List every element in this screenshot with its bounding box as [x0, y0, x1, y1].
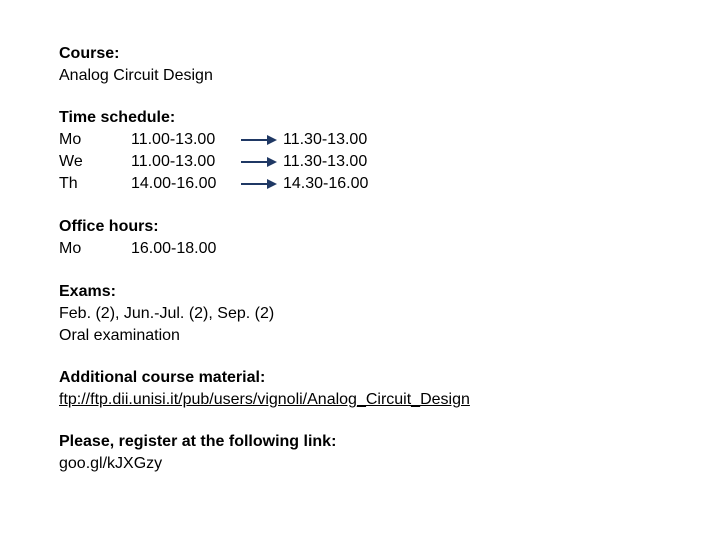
- schedule-day: We: [59, 153, 83, 170]
- exam-sessions: Feb. (2), Jun.-Jul. (2), Sep. (2): [59, 305, 275, 322]
- office-hours-heading: Office hours:: [59, 218, 159, 235]
- time-schedule-heading: Time schedule:: [59, 109, 176, 126]
- schedule-new-time: 11.30-13.00: [283, 131, 368, 148]
- office-hours-day: Mo: [59, 240, 82, 257]
- schedule-new-time: 14.30-16.00: [283, 175, 369, 192]
- course-heading: Course:: [59, 45, 120, 62]
- schedule-old-time: 11.00-13.00: [131, 131, 216, 148]
- exam-type: Oral examination: [59, 327, 180, 344]
- right-arrow-icon: [241, 134, 277, 146]
- schedule-row-monday: [59, 129, 368, 151]
- register-link[interactable]: goo.gl/kJXGzy: [59, 455, 163, 472]
- schedule-new-time: 11.30-13.00: [283, 153, 368, 170]
- schedule-day: Mo: [59, 131, 82, 148]
- exams-heading: Exams:: [59, 283, 116, 300]
- office-hours-section: [59, 216, 217, 260]
- schedule-old-time: 14.00-16.00: [131, 175, 217, 192]
- material-heading: Additional course material:: [59, 369, 266, 386]
- material-section: [59, 367, 470, 411]
- schedule-day: Th: [59, 175, 78, 192]
- right-arrow-icon: [241, 178, 277, 190]
- course-section: [59, 43, 213, 87]
- right-arrow-icon: [241, 156, 277, 168]
- material-ftp-link[interactable]: ftp://ftp.dii.unisi.it/pub/users/vignoli/Analog_Circuit_Design: [59, 391, 470, 408]
- schedule-row-thursday: [59, 173, 369, 195]
- schedule-row-wednesday: [59, 151, 368, 173]
- office-hours-row: [59, 238, 217, 260]
- time-schedule-section: [59, 107, 369, 195]
- course-name: Analog Circuit Design: [59, 67, 213, 84]
- register-section: [59, 431, 336, 475]
- exams-section: [59, 281, 274, 347]
- schedule-old-time: 11.00-13.00: [131, 153, 216, 170]
- register-heading: Please, register at the following link:: [59, 433, 337, 450]
- office-hours-time: 16.00-18.00: [131, 240, 217, 257]
